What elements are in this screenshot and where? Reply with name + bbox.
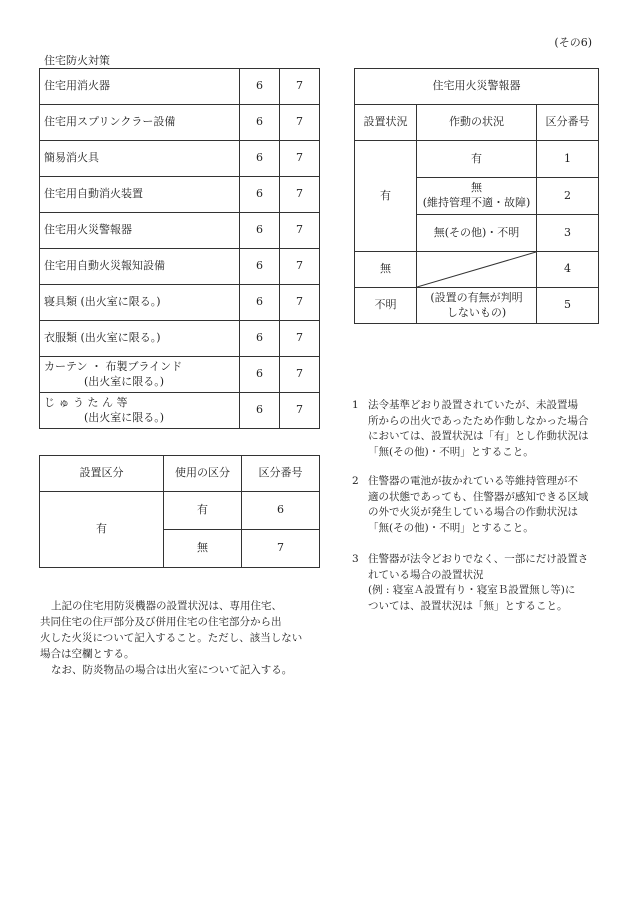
note-number: 3 [352, 553, 359, 565]
usage-code-cell: 6 [242, 492, 320, 530]
equipment-label-line: 住宅用消火器 [44, 79, 110, 93]
note-2 [352, 474, 612, 536]
usage-header-use: 使用の区分 [164, 456, 242, 492]
note-line: 「無(その他)・不明」とすること。 [368, 521, 534, 534]
note-line: ついては、設置状況は「無」とすること。 [368, 599, 568, 612]
equipment-code-yes: 6 [240, 213, 280, 249]
alarm-operation-cell: 無(その他)・不明 [417, 215, 537, 252]
equipment-label-line: 住宅用火災警報器 [44, 223, 132, 237]
page-number: (その6) [554, 36, 592, 49]
instructions-line: 上記の住宅用防災機器の設置状況は、専用住宅、 [51, 600, 282, 612]
alarm-header-status: 設置状況 [355, 105, 417, 141]
instructions-line: 場合は空欄とする。 [40, 648, 135, 660]
instructions-paragraph [40, 598, 325, 678]
equipment-code-yes: 6 [240, 177, 280, 213]
note-line: 住警器の電池が抜かれている等維持管理が不 [368, 475, 578, 487]
equipment-label-line: じ ゅ う た ん 等 [44, 395, 128, 409]
alarm-code-cell: 2 [537, 178, 599, 215]
diagonal-line [417, 252, 536, 287]
alarm-header-operation: 作動の状況 [417, 105, 537, 141]
equipment-code-yes: 6 [240, 393, 280, 429]
equipment-label [40, 213, 240, 249]
alarm-operation-cell [417, 288, 537, 324]
note-line: の外で火災が発生している場合の作動状況は [368, 506, 578, 518]
equipment-code-yes: 6 [240, 357, 280, 393]
alarm-operation-cell: 有 [417, 141, 537, 178]
equipment-row [40, 321, 320, 357]
note-line: 住警器が法令どおりでなく、一部にだけ設置さ [368, 553, 589, 565]
equipment-label-line: カーテン ・ 布製ブラインド [44, 359, 183, 373]
equipment-row [40, 69, 320, 105]
equipment-code-no: 7 [280, 393, 320, 429]
equipment-label [40, 249, 240, 285]
equipment-label-line: 簡易消火具 [44, 151, 99, 165]
equipment-label-line: 衣服類 (出火室に限る。) [44, 331, 161, 345]
equipment-row [40, 285, 320, 321]
alarm-code-cell: 5 [537, 288, 599, 324]
usage-cell: 有 [164, 492, 242, 530]
equipment-code-no: 7 [280, 249, 320, 285]
equipment-label [40, 357, 240, 393]
note-line: 「無(その他)・不明」とすること。 [368, 445, 534, 458]
alarm-header-code: 区分番号 [537, 105, 599, 141]
equipment-label [40, 177, 240, 213]
alarm-operation-cell [417, 178, 537, 215]
equipment-row [40, 141, 320, 177]
equipment-label [40, 321, 240, 357]
alarm-diagonal-cell [417, 252, 537, 288]
equipment-label-line: 住宅用自動消火装置 [44, 187, 143, 201]
usage-cell: 無 [164, 530, 242, 568]
section-title: 住宅防火対策 [44, 54, 110, 67]
note-line: (例 : 寝室Ａ設置有り・寝室Ｂ設置無し等)に [368, 584, 576, 596]
equipment-code-yes: 6 [240, 141, 280, 177]
equipment-table [39, 68, 320, 429]
equipment-code-no: 7 [280, 213, 320, 249]
equipment-row [40, 249, 320, 285]
equipment-code-no: 7 [280, 357, 320, 393]
alarm-code-cell: 1 [537, 141, 599, 178]
note-line: れている場合の設置状況 [368, 568, 484, 581]
usage-group-label: 有 [40, 492, 164, 568]
alarm-code-cell: 3 [537, 215, 599, 252]
equipment-label [40, 141, 240, 177]
equipment-label-sub: (出火室に限る。) [84, 410, 165, 424]
note-1 [352, 398, 612, 460]
equipment-code-yes: 6 [240, 249, 280, 285]
equipment-code-no: 7 [280, 321, 320, 357]
alarm-operation-line: (設置の有無が判明 [430, 290, 523, 304]
note-3 [352, 552, 612, 614]
alarm-operation-line: (維持管理不適・故障) [422, 196, 531, 209]
note-number: 2 [352, 475, 359, 487]
note-line: 法令基準どおり設置されていたが、未設置場 [368, 399, 578, 411]
note-number: 1 [352, 399, 359, 411]
equipment-row [40, 357, 320, 393]
alarm-group-yes: 有 [355, 141, 417, 252]
alarm-operation-line: 無 [471, 181, 482, 195]
equipment-code-no: 7 [280, 105, 320, 141]
equipment-label-sub: (出火室に限る。) [84, 374, 165, 388]
equipment-code-yes: 6 [240, 285, 280, 321]
alarm-operation-line: しないもの) [446, 305, 507, 319]
instructions-line: なお、防炎物品の場合は出火室について記入する。 [51, 664, 293, 676]
usage-table [39, 455, 320, 568]
alarm-group-unknown: 不明 [355, 288, 417, 324]
alarm-code-cell: 4 [537, 252, 599, 288]
equipment-label-line: 住宅用自動火災報知設備 [44, 259, 165, 273]
equipment-code-yes: 6 [240, 105, 280, 141]
equipment-label-line: 寝具類 (出火室に限る。) [44, 295, 161, 309]
equipment-row [40, 213, 320, 249]
usage-header-code: 区分番号 [242, 456, 320, 492]
equipment-label [40, 393, 240, 429]
equipment-label [40, 285, 240, 321]
equipment-label [40, 69, 240, 105]
equipment-code-no: 7 [280, 285, 320, 321]
equipment-code-no: 7 [280, 69, 320, 105]
alarm-table [354, 68, 599, 324]
note-line: においては、設置状況は「有」とし作動状況は [368, 430, 589, 442]
note-line: 適の状態であっても、住警器が感知できる区域 [368, 490, 589, 503]
alarm-group-none: 無 [355, 252, 417, 288]
equipment-row [40, 177, 320, 213]
equipment-label [40, 105, 240, 141]
equipment-label-line: 住宅用スプリンクラー設備 [44, 115, 176, 129]
instructions-line: 火した火災について記入すること。ただし、該当しない [40, 632, 303, 644]
note-line: 所からの出火であったため作動しなかった場合 [368, 414, 589, 427]
equipment-code-yes: 6 [240, 321, 280, 357]
instructions-line: 共同住宅の住戸部分及び併用住宅の住宅部分から出 [40, 616, 282, 628]
equipment-row [40, 105, 320, 141]
equipment-code-no: 7 [280, 141, 320, 177]
equipment-code-yes: 6 [240, 69, 280, 105]
usage-code-cell: 7 [242, 530, 320, 568]
alarm-title: 住宅用火災警報器 [355, 69, 599, 105]
usage-header-installation: 設置区分 [40, 456, 164, 492]
equipment-code-no: 7 [280, 177, 320, 213]
equipment-row [40, 393, 320, 429]
